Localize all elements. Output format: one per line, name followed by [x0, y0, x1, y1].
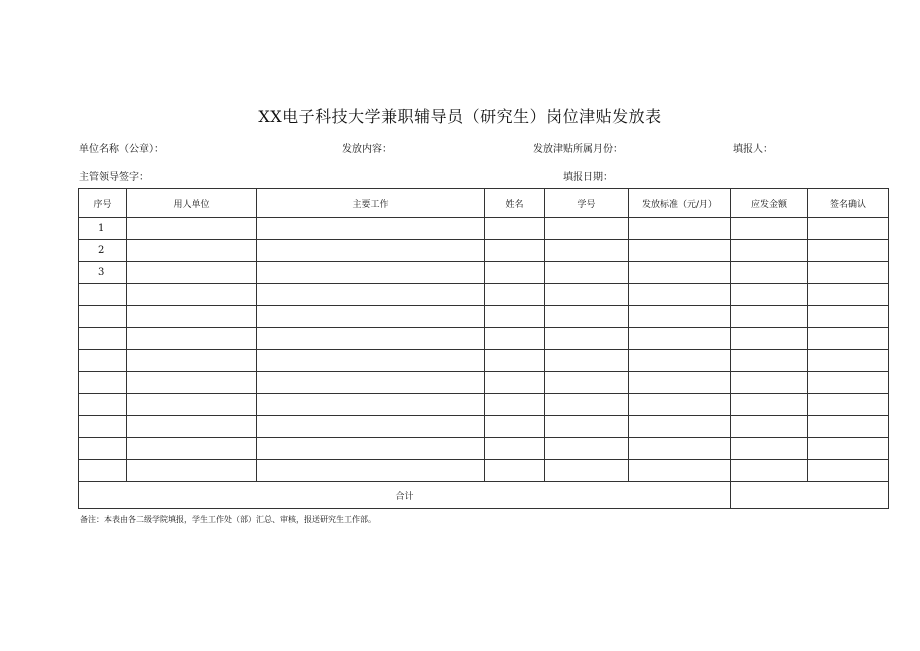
cell-standard[interactable] [629, 394, 731, 416]
cell-signature[interactable] [808, 460, 889, 482]
cell-name[interactable] [485, 438, 545, 460]
cell-employer[interactable] [127, 460, 257, 482]
cell-student-id[interactable] [545, 438, 629, 460]
total-label: 合计 [79, 482, 731, 509]
cell-student-id[interactable] [545, 460, 629, 482]
cell-amount[interactable] [731, 372, 808, 394]
cell-name[interactable] [485, 328, 545, 350]
cell-student-id[interactable] [545, 284, 629, 306]
cell-signature[interactable] [808, 416, 889, 438]
leader-sign-label: 主管领导签字： [79, 172, 149, 183]
cell-name[interactable] [485, 306, 545, 328]
cell-seq [79, 306, 127, 328]
cell-employer[interactable] [127, 262, 257, 284]
cell-seq [79, 350, 127, 372]
cell-seq [79, 460, 127, 482]
cell-employer[interactable] [127, 240, 257, 262]
cell-amount[interactable] [731, 394, 808, 416]
cell-signature[interactable] [808, 394, 889, 416]
cell-seq: 3 [79, 262, 127, 284]
cell-seq [79, 372, 127, 394]
cell-employer[interactable] [127, 328, 257, 350]
cell-standard[interactable] [629, 240, 731, 262]
cell-student-id[interactable] [545, 218, 629, 240]
period-label: 发放津贴所属月份： [533, 144, 623, 155]
cell-employer[interactable] [127, 218, 257, 240]
cell-name[interactable] [485, 262, 545, 284]
cell-amount[interactable] [731, 350, 808, 372]
header-employer: 用人单位 [127, 189, 257, 218]
cell-student-id[interactable] [545, 306, 629, 328]
cell-signature[interactable] [808, 262, 889, 284]
allowance-table [78, 188, 889, 509]
cell-signature[interactable] [808, 438, 889, 460]
cell-student-id[interactable] [545, 262, 629, 284]
table-row [79, 438, 889, 460]
cell-name[interactable] [485, 416, 545, 438]
header-standard: 发放标准（元/月） [629, 189, 731, 218]
cell-amount[interactable] [731, 328, 808, 350]
cell-seq [79, 284, 127, 306]
cell-amount[interactable] [731, 284, 808, 306]
filler-label: 填报人： [733, 144, 773, 155]
table-row [79, 350, 889, 372]
cell-main-work[interactable] [257, 262, 485, 284]
cell-student-id[interactable] [545, 328, 629, 350]
cell-student-id[interactable] [545, 372, 629, 394]
header-student-id: 学号 [545, 189, 629, 218]
cell-student-id[interactable] [545, 350, 629, 372]
cell-employer[interactable] [127, 284, 257, 306]
cell-amount[interactable] [731, 240, 808, 262]
table-row [79, 262, 889, 284]
cell-name[interactable] [485, 394, 545, 416]
cell-name[interactable] [485, 284, 545, 306]
cell-name[interactable] [485, 350, 545, 372]
table-row [79, 328, 889, 350]
cell-employer[interactable] [127, 372, 257, 394]
cell-signature[interactable] [808, 284, 889, 306]
cell-student-id[interactable] [545, 394, 629, 416]
cell-main-work[interactable] [257, 372, 485, 394]
cell-main-work[interactable] [257, 460, 485, 482]
remark-note: 备注：本表由各二级学院填报，学生工作处（部）汇总、审核，报送研究生工作部。 [80, 515, 376, 524]
cell-signature[interactable] [808, 350, 889, 372]
cell-name[interactable] [485, 372, 545, 394]
cell-employer[interactable] [127, 306, 257, 328]
cell-standard[interactable] [629, 460, 731, 482]
table-row [79, 394, 889, 416]
cell-main-work[interactable] [257, 438, 485, 460]
cell-signature[interactable] [808, 372, 889, 394]
cell-main-work[interactable] [257, 350, 485, 372]
cell-amount[interactable] [731, 218, 808, 240]
cell-amount[interactable] [731, 460, 808, 482]
total-row [79, 482, 889, 509]
cell-standard[interactable] [629, 218, 731, 240]
cell-main-work[interactable] [257, 240, 485, 262]
cell-standard[interactable] [629, 372, 731, 394]
table-row [79, 218, 889, 240]
cell-standard[interactable] [629, 306, 731, 328]
cell-standard[interactable] [629, 416, 731, 438]
table-row [79, 306, 889, 328]
cell-main-work[interactable] [257, 218, 485, 240]
cell-signature[interactable] [808, 240, 889, 262]
cell-main-work[interactable] [257, 394, 485, 416]
header-main-work: 主要工作 [257, 189, 485, 218]
cell-main-work[interactable] [257, 306, 485, 328]
cell-main-work[interactable] [257, 416, 485, 438]
cell-seq [79, 438, 127, 460]
cell-seq [79, 416, 127, 438]
cell-name[interactable] [485, 460, 545, 482]
table-row [79, 416, 889, 438]
cell-amount[interactable] [731, 262, 808, 284]
cell-standard[interactable] [629, 284, 731, 306]
table-row [79, 240, 889, 262]
document-title: XX电子科技大学兼职辅导员（研究生）岗位津贴发放表 [258, 107, 662, 126]
cell-amount[interactable] [731, 438, 808, 460]
cell-name[interactable] [485, 218, 545, 240]
total-value-cell[interactable] [731, 482, 889, 509]
content-label: 发放内容： [342, 144, 392, 155]
cell-employer[interactable] [127, 438, 257, 460]
cell-standard[interactable] [629, 328, 731, 350]
cell-amount[interactable] [731, 416, 808, 438]
cell-student-id[interactable] [545, 240, 629, 262]
table-row [79, 284, 889, 306]
cell-main-work[interactable] [257, 328, 485, 350]
table-row [79, 372, 889, 394]
cell-seq: 1 [79, 218, 127, 240]
cell-student-id[interactable] [545, 416, 629, 438]
cell-seq: 2 [79, 240, 127, 262]
cell-seq [79, 328, 127, 350]
cell-seq [79, 394, 127, 416]
table-header-row [79, 189, 889, 218]
cell-standard[interactable] [629, 438, 731, 460]
cell-signature[interactable] [808, 306, 889, 328]
cell-signature[interactable] [808, 218, 889, 240]
cell-amount[interactable] [731, 306, 808, 328]
cell-standard[interactable] [629, 350, 731, 372]
cell-employer[interactable] [127, 350, 257, 372]
unit-name-label: 单位名称（公章）： [79, 144, 164, 155]
header-name: 姓名 [485, 189, 545, 218]
cell-standard[interactable] [629, 262, 731, 284]
header-amount: 应发金额 [731, 189, 808, 218]
cell-employer[interactable] [127, 394, 257, 416]
cell-main-work[interactable] [257, 284, 485, 306]
cell-name[interactable] [485, 240, 545, 262]
header-seq: 序号 [79, 189, 127, 218]
cell-signature[interactable] [808, 328, 889, 350]
header-signature: 签名确认 [808, 189, 889, 218]
cell-employer[interactable] [127, 416, 257, 438]
table-row [79, 460, 889, 482]
fill-date-label: 填报日期： [563, 172, 613, 183]
